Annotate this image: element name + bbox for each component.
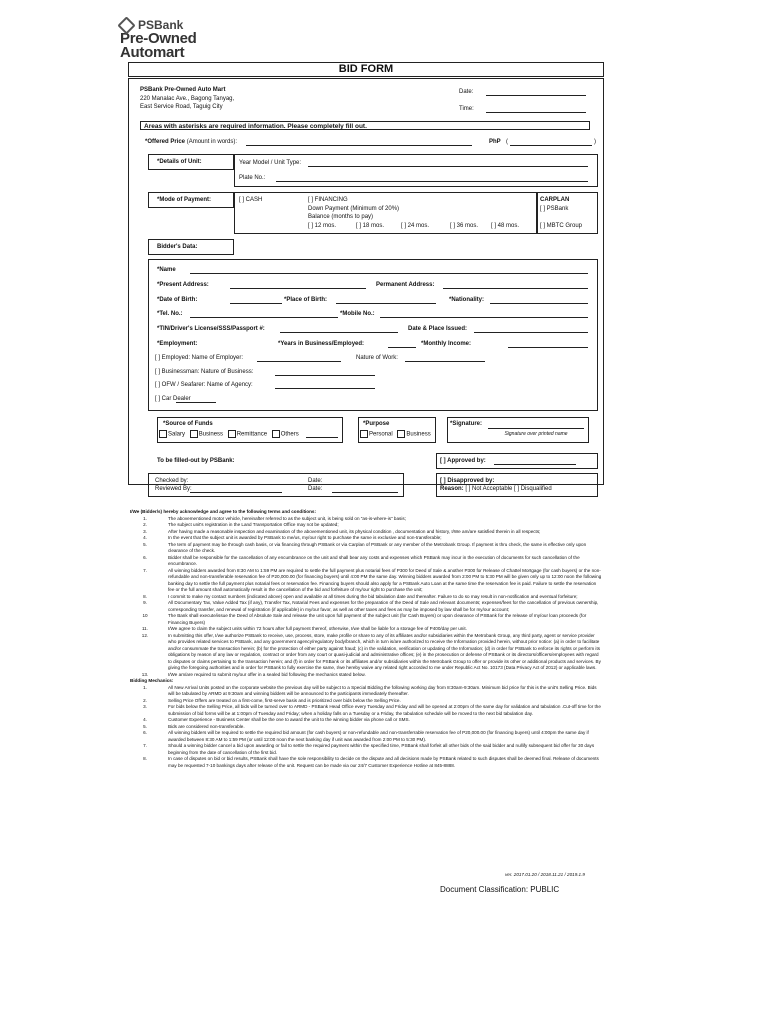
term-item-number: 9.	[143, 600, 147, 605]
down-payment-label: Down Payment (Minimum of 20%)	[308, 206, 400, 212]
signature-label: *Signature:	[450, 421, 483, 427]
term-item-text: I/We am/are required to submit my/our offer in a sealed bid following the mechanics stated below.	[168, 671, 366, 677]
details-of-unit-label: *Details of Unit:	[157, 159, 202, 165]
mobile-label: *Mobile No.:	[340, 311, 375, 317]
tin-field[interactable]	[280, 332, 398, 333]
php-amount-field[interactable]	[510, 145, 592, 146]
term-item-number: 4.	[143, 535, 147, 540]
version-note: ver. 2017.01.20 / 2018.11.21 / 2019.1.9	[505, 872, 585, 877]
details-of-unit-box	[148, 154, 234, 170]
employed-option[interactable]: [ ] Employed: Name of Employer:	[155, 355, 244, 361]
mechanics-item-number: 8.	[143, 756, 147, 761]
term-item-number: 8.	[143, 593, 147, 599]
psbank-logo	[120, 18, 196, 60]
mechanics-item-text: Customer Experience - Business Center shall be the one to award the unit to the winning bidder via phone call or SMS.	[168, 717, 410, 722]
checked-date-field[interactable]	[332, 484, 398, 485]
term-item-text: In submitting this offer, I/we authorize PSBank to receive, use, process, store, make profile or share to any of its affiliates and/or subsidiaries within the Metrobank Group, any third party, agent or service provider who provides related services to PSBank, and any government agency/regulatory body/branch, which in turn is/are authorized to receive the Information provided herein, without prior notice: (a) in order to facilitate and/or consummate the transaction herein; (b) for the protection of either party against fraud; (c) in the validation, verification or updating of the Information; (d) in order for PSBank to enforce its rights or perform its obligations by reason of any law or regulation, contract or order from any court or quasi-judicial and administrative offices; (e) in the prosecution or defense of PSBank or its directors/officers/employees with regard to disputes or claims pertaining to the transaction herein; and (f) in order for PSBank or its affiliates and/or subsidiaries within the Metrobank Group to offer or provide its other or additional products and services. By giving the foregoing authorities and in order for PSBank to fully exercise the same, I/we hereby waive any related right accorded to me under Republic Act No. 10173 (Data Privacy Act of 2012) or applicable laws.	[168, 632, 601, 670]
mechanics-item	[128, 756, 602, 769]
name-label: *Name	[157, 267, 176, 273]
others-label: Others	[280, 431, 299, 438]
mechanics-item-text: Bids are considered non-transferable.	[168, 723, 245, 729]
year-model-label: Year Model / Unit Type:	[239, 160, 302, 166]
approved-label: [ ] Approved by:	[440, 458, 486, 464]
mechanics-list	[128, 685, 602, 770]
tel-field[interactable]	[190, 317, 338, 318]
ofw-option[interactable]: [ ] OFW / Seafarer: Name of Agency:	[155, 382, 253, 388]
offered-price-words-field[interactable]	[246, 145, 472, 146]
term-item-number: 11.	[141, 626, 149, 631]
org-name: PSBank Pre-Owned Auto Mart	[140, 87, 226, 93]
car-dealer-option[interactable]: [ ] Car Dealer	[155, 396, 191, 402]
term-item	[128, 672, 602, 679]
personal-label: Personal	[369, 431, 393, 438]
term-item	[128, 555, 602, 568]
checked-by-field[interactable]	[190, 484, 282, 485]
logo-line3: Automart	[120, 44, 185, 61]
bidders-data-label: Bidder's Data:	[157, 244, 198, 250]
signature-caption: Signature over printed name	[504, 431, 568, 437]
org-address-2: East Service Road, Taguig City	[140, 104, 223, 110]
years-business-label: *Years in Business/Employed:	[278, 341, 365, 347]
mechanics-item-number: 7.	[143, 743, 147, 748]
term-item-number: 7.	[143, 567, 147, 573]
logo-line2: Pre-Owned	[120, 30, 197, 47]
term-48[interactable]: [ ] 48 mos.	[491, 223, 520, 229]
term-item-number: 2.	[143, 522, 147, 527]
term-item-text: The Bank shall execute/issue the Deed of Absolute Sale and release the unit upon full payment of the subject unit (for Cash Buyers) or upon clearance of PSBank for the release of my/our loan proceeds (for Financing Buyers)	[168, 613, 587, 625]
term-item-text: All Documentary Tax, Value Added Tax (if any), Transfer Tax, Notarial Fees and expenses for the preparation of the Deed of Sale and relevant documents; expenses/fees for the cancellation of previous ownership, corresponding transfer, and renewal of registration (if applicable) in my/our favor, as well as other taxes and fees as may be imposed by law shall be for my/our account;	[168, 600, 599, 612]
mechanics-item-number: 6.	[143, 730, 147, 735]
source-of-funds-title: *Source of Funds	[163, 421, 213, 427]
business-purpose-label: Business	[406, 431, 431, 438]
salary-label: Salary	[168, 431, 186, 438]
car-dealer-field[interactable]	[176, 402, 216, 403]
others-checkbox[interactable]	[272, 430, 280, 438]
mechanics-item-number: 5.	[143, 723, 147, 729]
term-item-text: Bidder shall be responsible for the cancellation of any encumbrance on the unit and shall bear any costs and expenses which PSBank may incur in the execution of documents for such cancellation of the encumbrance.	[168, 554, 580, 566]
mechanics-item	[128, 685, 602, 698]
checked-date-label: Date:	[308, 478, 323, 484]
term-item-number: 5.	[143, 541, 147, 547]
offered-amount-words-label: (Amount in words):	[186, 139, 238, 145]
business-funds-checkbox[interactable]	[190, 430, 198, 438]
reason-options[interactable]: [ ] Not Acceptable [ ] Disqualified	[465, 486, 552, 492]
term-item	[128, 568, 602, 594]
remittance-label: Remittance	[236, 431, 268, 438]
tel-label: *Tel. No.:	[157, 311, 183, 317]
time-label: Time:	[459, 106, 474, 112]
term-item	[128, 600, 602, 613]
mechanics-item	[128, 730, 602, 743]
years-business-field[interactable]	[388, 347, 416, 348]
date-place-issued-label: Date & Place Issued:	[408, 326, 468, 332]
term-item	[128, 613, 602, 626]
carplan-mbtc-option[interactable]: [ ] MBTC Group	[540, 223, 583, 229]
salary-checkbox[interactable]	[159, 430, 167, 438]
employer-name-field[interactable]	[257, 361, 341, 362]
financing-option[interactable]: [ ] FINANCING	[308, 197, 348, 203]
date-label: Date:	[459, 89, 474, 95]
businessman-option[interactable]: [ ] Businessman: Nature of Business:	[155, 369, 254, 375]
document-classification: Document Classification: PUBLIC	[440, 885, 560, 894]
mechanics-item-number: 3.	[143, 704, 147, 709]
monthly-income-field[interactable]	[508, 347, 588, 348]
term-item-text: The subject unit's registration in the Land Transportation Office may not be updated;	[168, 522, 339, 527]
agency-name-field[interactable]	[275, 388, 375, 389]
plate-no-label: Plate No.:	[239, 175, 266, 181]
reason-label: Reason:	[440, 486, 464, 492]
term-item	[128, 633, 602, 672]
term-item	[128, 542, 602, 555]
nationality-field[interactable]	[490, 303, 588, 304]
term-item-number: 1.	[143, 515, 147, 521]
signature-field[interactable]	[488, 428, 584, 429]
term-item-text: The term of payment may be through cash basis, or via financing through PSBank or via Carplan of PSBank or any member of the Metrobank Group. If payment is thru check, the same is effective only upon clearance of the check.	[168, 541, 587, 553]
bidders-data-box	[148, 239, 234, 255]
mechanics-item-text: All winning bidders will be required to settle the required bid amount (for cash buyers) or non-refundable and non-transferrable reservation fee of P20,000.00 (for financing buyers) until 4:00pm the same day if awarded between 8:30 AM to 1:59 PM (or until 12:00 noon the next banking day if unit was awarded from 2:00 PM to 5:30 PM).	[168, 730, 589, 742]
reviewed-date-field[interactable]	[332, 492, 398, 493]
mechanics-item-text: Selling Price Offers are treated on a first-come, first-serve basis and is prioritized over bids below the Selling Price.	[168, 697, 401, 703]
reviewed-date-label: Date:	[308, 486, 323, 492]
business-funds-label: Business	[198, 431, 224, 438]
nationality-label: *Nationality:	[449, 297, 485, 303]
term-item-number: 6.	[143, 554, 147, 560]
psbank-use-label: To be filled-out by PSBank:	[157, 458, 235, 464]
term-24[interactable]: [ ] 24 mos.	[401, 223, 430, 229]
term-item-text: The abovementioned motor vehicle, hereinafter referred to as the subject unit, is being sold on "as-is-where-is" basis;	[168, 515, 406, 521]
term-item-text: I commit to make my contact numbers (indicated above) open and available at all times during the bid tabulation date and thereafter. Failure to do so may result in non-notification and eventual forfeiture;	[168, 593, 578, 599]
term-36[interactable]: [ ] 36 mos.	[450, 223, 479, 229]
time-field[interactable]	[486, 112, 586, 113]
reviewed-by-field[interactable]	[190, 492, 282, 493]
pob-field[interactable]	[336, 303, 436, 304]
present-address-label: *Present Address:	[157, 282, 209, 288]
disapproved-label: [ ] Disapproved by:	[440, 478, 495, 484]
others-field[interactable]	[306, 437, 338, 438]
business-nature-field[interactable]	[275, 375, 375, 376]
dob-field[interactable]	[230, 303, 282, 304]
required-notice: Areas with asterisks are required information. Please completely fill out.	[140, 121, 590, 130]
terms-heading: I/We (Bidder/s) hereby acknowledge and agree to the following terms and conditions:	[130, 509, 316, 514]
present-address-field[interactable]	[230, 288, 366, 289]
page-title: BID FORM	[128, 62, 604, 77]
carplan-title: CARPLAN	[540, 197, 570, 203]
term-item-text: In the event that the subject unit is awarded by PSBank to me/us, my/our right to purchase the same is exclusive and non-transferable;	[168, 535, 442, 540]
balance-label: Balance (months to pay)	[308, 214, 374, 220]
mechanics-item-text: In case of disputes on bid or bid results, PSBank shall have the sole responsibility to decide on the dispute and all decisions made by PSBank related to such disputes shall be deemed final. Release of documents may be requested 7-10 bankings days after release of the unit. Request can be made via our 24/7 Customer Experience Hotline at 845-8888.	[168, 756, 599, 768]
nature-work-field[interactable]	[405, 361, 485, 362]
term-item-number: 13.	[141, 671, 149, 677]
mode-of-payment-label: *Mode of Payment:	[157, 197, 212, 203]
permanent-address-field[interactable]	[443, 288, 588, 289]
mechanics-item	[128, 704, 602, 717]
permanent-address-label: Permanent Address:	[376, 282, 435, 288]
name-field[interactable]	[190, 273, 588, 274]
purpose-title: *Purpose	[363, 421, 390, 427]
year-model-field[interactable]	[308, 166, 588, 167]
nature-work-label: Nature of Work:	[356, 355, 398, 361]
date-field[interactable]	[486, 95, 586, 96]
mechanics-heading: Bidding Mechanics:	[130, 678, 174, 683]
logo-line1: PSBank	[138, 18, 184, 32]
mode-of-payment-box	[148, 192, 234, 208]
employment-label: *Employment:	[157, 341, 198, 347]
checked-by-label: Checked by:	[155, 478, 189, 484]
term-item-text: After having made a reasonable inspection and examination of the abovementioned unit, its physical condition , documentation and history, I/We am/are satisfied therein in all respects;	[168, 528, 541, 534]
personal-checkbox[interactable]	[360, 430, 368, 438]
org-address-1: 220 Manalac Ave., Bagong Tanyag,	[140, 96, 235, 102]
term-item-number: 10	[142, 613, 148, 618]
terms-section	[128, 509, 602, 769]
mechanics-item	[128, 743, 602, 756]
cash-option[interactable]: [ ] CASH	[239, 197, 263, 203]
pob-label: *Place of Birth:	[284, 297, 328, 303]
reviewed-by-label: Reviewed By:	[155, 486, 192, 492]
mechanics-item-text: Should a winning bidder cancel a bid upon awarding or fail to settle the required payment within the specified time, PSBank shall forfeit all other bids of the said bidder and nullify subsequent bid offer for 30 days beginning from the date of cancellation of the first bid.	[168, 743, 595, 755]
mechanics-item-number: 2.	[143, 697, 147, 703]
mobile-field[interactable]	[380, 317, 588, 318]
mechanics-item-text: For bids below the Selling Price, all bids will be turned over to ARMD - PSBank Head Office every Tuesday and Friday and will be opened at 2:00pm of the same day for validation and tabulation .Cut-off time for the submission of bid forms will be at 1:00pm of Tuesday and Friday; when a holiday falls on a Tuesday or a Friday, the tabulation schedule will be moved to the next bid tabulation day.	[168, 704, 601, 716]
carplan-psbank-option[interactable]: [ ] PSBank	[540, 206, 569, 212]
terms-list	[128, 516, 602, 679]
plate-no-field[interactable]	[276, 181, 588, 182]
dob-label: *Date of Birth:	[157, 297, 198, 303]
business-purpose-checkbox[interactable]	[397, 430, 405, 438]
term-item-text: All winning bidders awarded from 8:30 AM to 1:59 PM are required to settle the full payment plus notarial fees of P300 for Deed of Sale & another P300 for Release of Chattel Mortgage (for cash buyers) or the non-refundable and non-transferable reservation fee of P20,000.00 (for financing buyers) until 4:00 PM the same day. Winning bidders awarded from 2:00 PM to 5:30 PM will be given only up to 12:00 noon the following banking day to settle the full payment plus notarial fees or reservation fee. Financing buyers should also apply for a PSBank Auto Loan at the same time the reservation fee is paid. Failure to settle the reservation fee or the full amount shall automatically result in the cancellation of the bid and forfeiture of my/our right to purchase the unit;	[168, 567, 602, 592]
tin-label: *TIN/Driver's License/SSS/Passport #:	[157, 326, 265, 332]
term-item-text: I/We agree to claim the subject units within 72 hours after full payment thereof, otherwise, I/we shall be liable for a storage fee of P400/day per unit.	[168, 626, 467, 631]
mechanics-item-number: 4.	[143, 717, 147, 722]
term-12[interactable]: [ ] 12 mos.	[308, 223, 337, 229]
mechanics-item-number: 1.	[143, 684, 147, 690]
offered-price-label: *Offered Price	[145, 139, 186, 145]
monthly-income-label: *Monthly Income:	[421, 341, 472, 347]
date-place-issued-field[interactable]	[474, 332, 588, 333]
term-18[interactable]: [ ] 18 mos.	[356, 223, 385, 229]
remittance-checkbox[interactable]	[228, 430, 236, 438]
term-item-number: 12.	[141, 632, 149, 638]
mechanics-item-text: All New Arrival Units posted on the corporate website the previous day will be subject to a Special Bidding the following working day from 8:30am-9:30am. Minimum bid price for this is the unit's Selling Price. Bids will be tabulated by ARMD at 9:30am and winning bidders will be announced to the participants immediately thereafter.	[168, 684, 597, 696]
term-item-number: 3.	[143, 528, 147, 534]
approved-by-field[interactable]	[494, 464, 576, 465]
php-label: PhP	[489, 139, 501, 145]
